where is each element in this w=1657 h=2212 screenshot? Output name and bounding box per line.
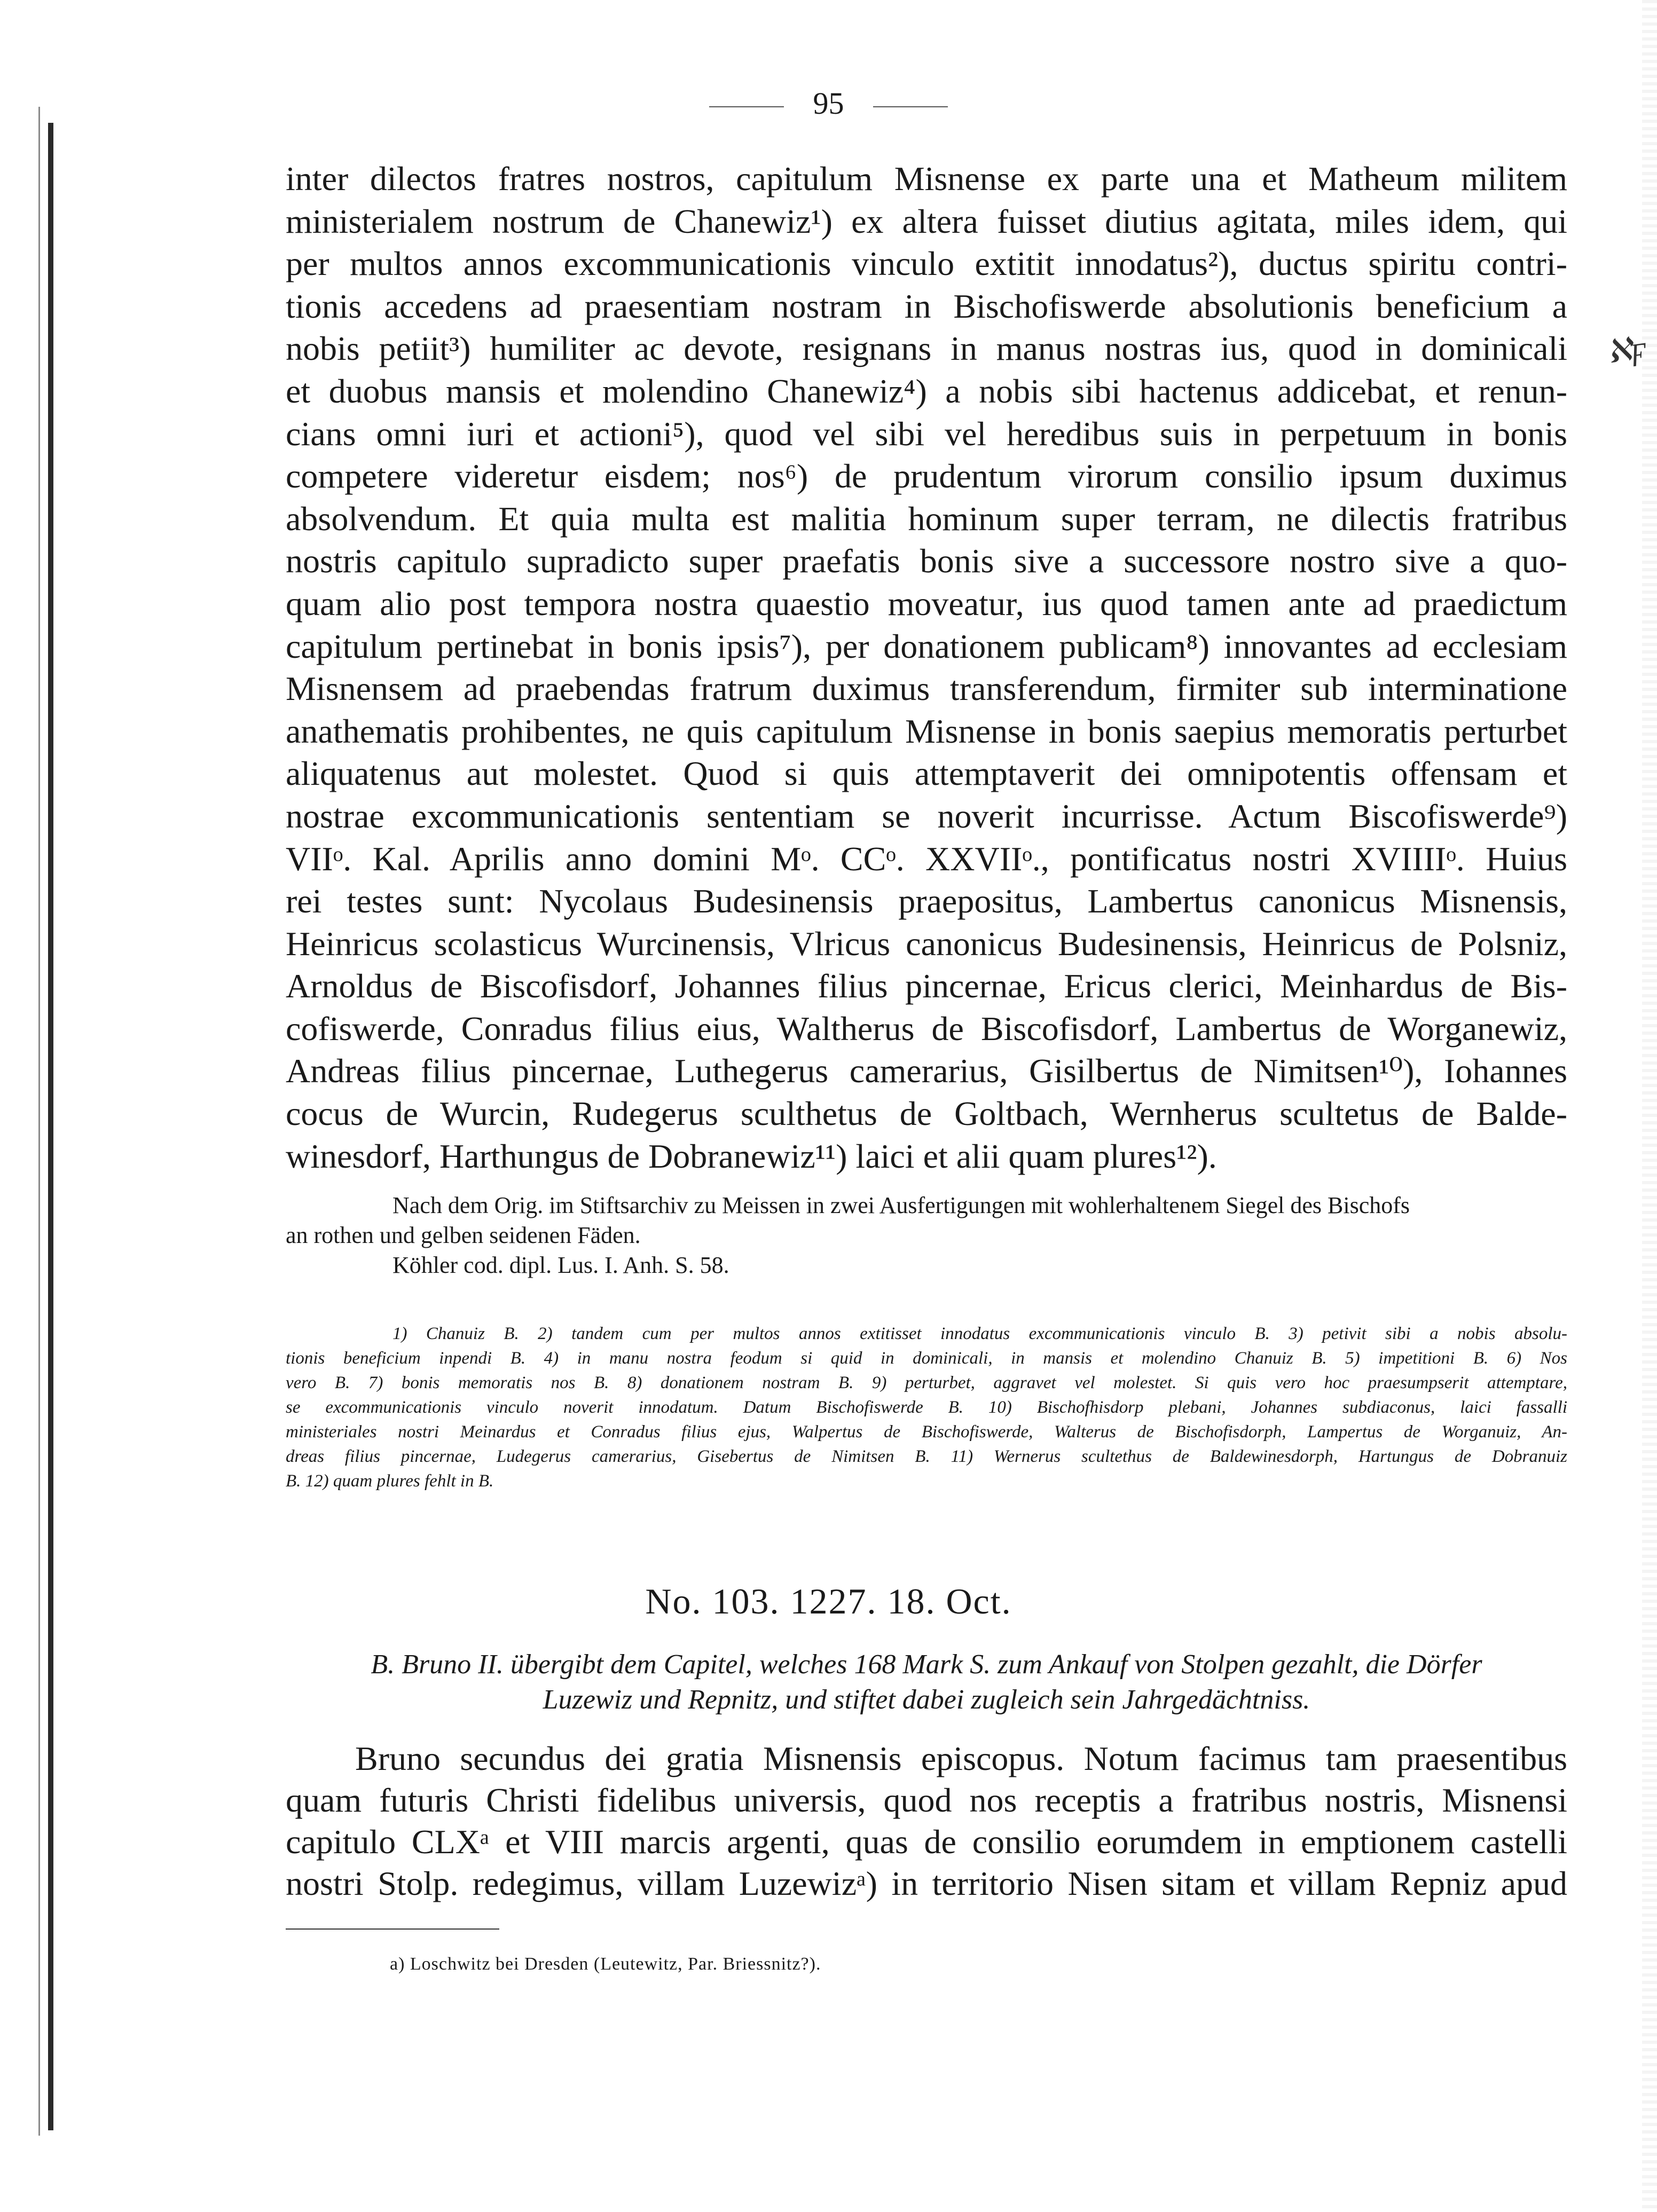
footnote-line: B. 12) quam plures fehlt in B.: [286, 1471, 494, 1491]
marginal-annotation: ℵϝ: [1605, 329, 1648, 370]
document-line: capitulo CLXᵃ et VIII marcis argenti, quas de consilio eorumdem in emptionem castelli: [286, 1823, 1567, 1861]
text-line: absolvendum. Et quia multa est malitia hominum super terram, ne dilectis fratribus: [286, 499, 1567, 538]
header-dash-left: [709, 106, 784, 107]
text-line: per multos annos excommunicationis vinculo extitit innodatus²), ductus spiritu contri-: [286, 245, 1567, 283]
footnote-line: dreas filius pincernae, Ludegerus camerarius, Gisebertus de Nimitsen B. 11) Wernerus scultethus de Baldewinesdorph, Hartungus de Dobranuiz: [286, 1447, 1567, 1466]
footnote-line: vero B. 7) bonis memoratis nos B. 8) donationem nostram B. 9) perturbet, aggravet vel molestet. Si quis vero hoc praesumpserit attemptare,: [286, 1373, 1567, 1392]
text-line: VIIᵒ. Kal. Aprilis anno domini Mᵒ. CCᵒ. XXVIIᵒ., pontificatus nostri XVIIIIᵒ. Huius: [286, 839, 1567, 878]
source-line: Nach dem Orig. im Stiftsarchiv zu Meissen in zwei Ausfertigungen mit wohlerhaltenem Siegel des Bischofs: [392, 1192, 1410, 1218]
footnote-line: ministeriales nostri Meinardus et Conradus filius ejus, Walpertus de Bischofiswerde, Walterus de Bischofisdorph, Lampertus de Worganuiz, An-: [286, 1422, 1567, 1442]
text-line: rei testes sunt: Nycolaus Budesinensis praepositus, Lambertus canonicus Misnensis,: [286, 882, 1567, 920]
document-heading: No. 103. 1227. 18. Oct.: [645, 1581, 1012, 1621]
text-line: quam alio post tempora nostra quaestio moveatur, ius quod tamen ante ad praedictum: [286, 584, 1567, 623]
bottom-footnote: a) Loschwitz bei Dresden (Leutewitz, Par. Briessnitz?).: [390, 1954, 821, 1974]
text-line: cians omni iuri et actioni⁵), quod vel sibi vel heredibus suis in perpetuum in bonis: [286, 414, 1567, 453]
page-number: 95: [813, 86, 844, 121]
document-line: Bruno secundus dei gratia Misnensis episcopus. Notum facimus tam praesentibus: [355, 1739, 1567, 1777]
text-line: ministerialem nostrum de Chanewiz¹) ex altera fuisset diutius agitata, miles idem, qui: [286, 202, 1567, 240]
document-body: [286, 1738, 1567, 1904]
footnote-line: 1) Chanuiz B. 2) tandem cum per multos annos extitisset innodatus excommunicationis vinculo B. 3) petivit sibi a nobis absolu-: [392, 1324, 1567, 1343]
text-line: winesdorf, Harthungus de Dobranewiz¹¹) laici et alii quam plures¹²).: [286, 1137, 1217, 1175]
page-header: [0, 85, 1657, 121]
binding-edge: [48, 123, 53, 2130]
text-line: capitulum pertinebat in bonis ipsis⁷), per donationem publicam⁸) innovantes ad ecclesiam: [286, 627, 1567, 665]
text-line: et duobus mansis et molendino Chanewiz⁴) a nobis sibi hactenus addicebat, et renun-: [286, 372, 1567, 410]
footnotes: [286, 1321, 1567, 1493]
source-note: [286, 1191, 1567, 1280]
document-line: quam futuris Christi fidelibus universis, quod nos receptis a fratribus nostris, Misnensi: [286, 1781, 1567, 1819]
text-line: inter dilectos fratres nostros, capitulum Misnense ex parte una et Matheum militem: [286, 160, 1567, 198]
text-line: cofiswerde, Conradus filius eius, Waltherus de Biscofisdorf, Lambertus de Worganewiz,: [286, 1009, 1567, 1048]
text-line: tionis accedens ad praesentiam nostram in Bischofiswerde absolutionis beneficium a: [286, 287, 1567, 325]
text-line: aliquatenus aut molestet. Quod si quis attemptaverit dei omnipotentis offensam et: [286, 754, 1567, 793]
text-line: nobis petiit³) humiliter ac devote, resignans in manus nostras ius, quod in dominicali: [286, 329, 1567, 368]
scan-edge: [1642, 0, 1657, 2212]
text-line: anathematis prohibentes, ne quis capitulum Misnense in bonis saepius memoratis perturbet: [286, 712, 1567, 750]
source-line: Köhler cod. dipl. Lus. I. Anh. S. 58.: [392, 1252, 729, 1278]
footnote-rule: [286, 1928, 499, 1930]
text-line: cocus de Wurcin, Rudegerus sculthetus de Goltbach, Wernherus scultetus de Balde-: [286, 1095, 1567, 1133]
binding-edge-shadow: [38, 107, 40, 2136]
text-line: Andreas filius pincernae, Luthegerus camerarius, Gisilbertus de Nimitsen¹⁰), Iohannes: [286, 1052, 1567, 1090]
document-summary: [286, 1647, 1567, 1718]
source-line: an rothen und gelben seidenen Fäden.: [286, 1222, 641, 1248]
footnote-line: tionis beneficium inpendi B. 4) in manu nostra feodum si quid in dominicali, in mansis et molendino Chanuiz B. 5) impetitioni B. 6) Nos: [286, 1349, 1567, 1368]
footnote-line: se excommunicationis vinculo noverit innodatum. Datum Bischofiswerde B. 10) Bischofhisdorp plebani, Johannes subdiaconus, laici fassalli: [286, 1398, 1567, 1417]
text-line: competere videretur eisdem; nos⁶) de prudentum virorum consilio ipsum duximus: [286, 457, 1567, 495]
header-dash-right: [873, 106, 948, 107]
charter-text: [286, 158, 1567, 1177]
text-line: nostris capitulo supradicto super praefatis bonis sive a successore nostro sive a quo-: [286, 542, 1567, 580]
summary-line: Luzewiz und Repnitz, und stiftet dabei zugleich sein Jahrgedächtniss.: [543, 1684, 1310, 1715]
text-line: Heinricus scolasticus Wurcinensis, Vlricus canonicus Budesinensis, Heinricus de Polsniz,: [286, 924, 1567, 963]
summary-line: B. Bruno II. übergibt dem Capitel, welches 168 Mark S. zum Ankauf von Stolpen gezahlt, die Dörfer: [371, 1649, 1482, 1680]
document-line: nostri Stolp. redegimus, villam Luzewizᵃ) in territorio Nisen sitam et villam Repniz apud: [286, 1864, 1567, 1902]
text-line: nostrae excommunicationis sententiam se noverit incurrisse. Actum Biscofiswerde⁹): [286, 797, 1567, 835]
text-line: Arnoldus de Biscofisdorf, Johannes filius pincernae, Ericus clerici, Meinhardus de Bis-: [286, 967, 1567, 1005]
text-line: Misnensem ad praebendas fratrum duximus transferendum, firmiter sub interminatione: [286, 670, 1567, 708]
